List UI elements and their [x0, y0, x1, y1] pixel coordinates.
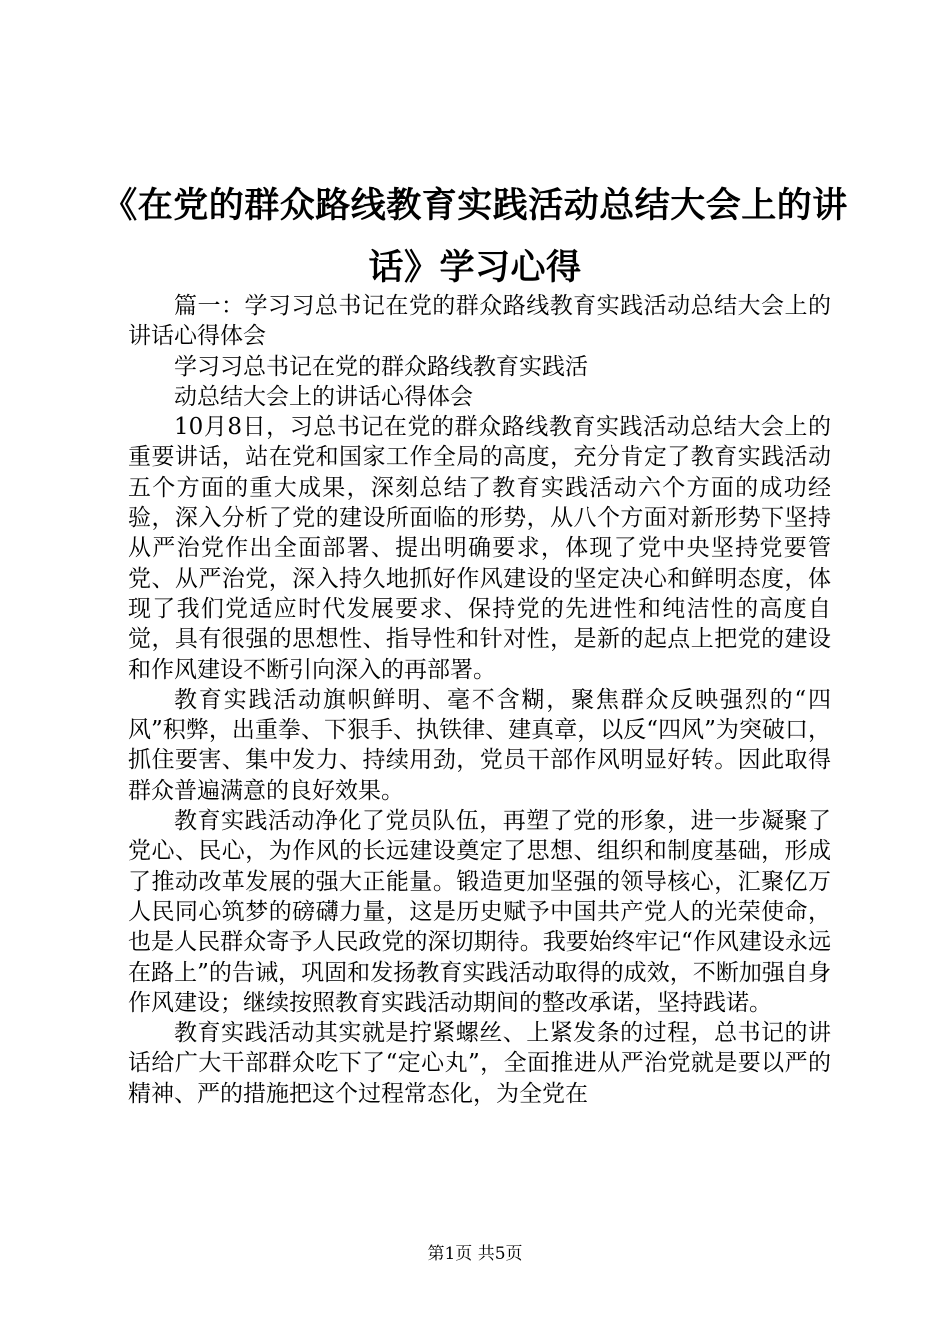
paragraph-section-heading: 篇一：学习习总书记在党的群众路线教育实践活动总结大会上的讲话心得体会 [128, 293, 831, 350]
paragraph-body: 教育实践活动净化了党员队伍，再塑了党的形象，进一步凝聚了党心、民心，为作风的长远建设奠定了思想、组织和制度基础，形成了推动改革发展的强大正能量。锻造更加坚强的领导核心，汇聚亿万人民同心筑梦的磅礴力量，这是历史赋予中国共产党人的光荣使命，也是人民群众寄予人民政党的深切期待。我要始终牢记“作风建设永远在路上”的告诫，巩固和发扬教育实践活动取得的成效，不断加强自身作风建设；继续按照教育实践活动期间的整改承诺，坚持践诺。 [128, 808, 831, 1016]
paragraph-body: 10月8日，习总书记在党的群众路线教育实践活动总结大会上的重要讲话，站在党和国家工作全局的高度，充分肯定了教育实践活动五个方面的重大成果，深刻总结了教育实践活动六个方面的成功经验，深入分析了党的建设所面临的形势，从八个方面对新形势下坚持从严治党作出全面部署、提出明确要求，体现了党中央坚持党要管党、从严治党，深入持久地抓好作风建设的坚定决心和鲜明态度，体现了我们党适应时代发展要求、保持党的先进性和纯洁性的高度自觉，具有很强的思想性、指导性和针对性，是新的起点上把党的建设和作风建设不断引向深入的再部署。 [128, 414, 831, 683]
paragraph-body: 教育实践活动其实就是拧紧螺丝、上紧发条的过程，总书记的讲话给广大干部群众吃下了“定心丸”，全面推进从严治党就是要以严的精神、严的措施把这个过程常态化，为全党在 [128, 1020, 831, 1107]
paragraph-subtitle-line-1: 学习习总书记在党的群众路线教育实践活 [174, 353, 588, 380]
document-title: 《在党的群众路线教育实践活动总结大会上的讲话》学习心得 [102, 186, 848, 288]
paragraph-body: 教育实践活动旗帜鲜明、毫不含糊，聚焦群众反映强烈的“四风”积弊，出重拳、下狠手、执铁律、建真章，以反“四风”为突破口，抓住要害、集中发力、持续用劲，党员干部作风明显好转。因此取得群众普遍满意的良好效果。 [128, 686, 831, 804]
paragraph-subtitle-line-2: 动总结大会上的讲话心得体会 [174, 383, 473, 410]
page-footer: 第1页 共5页 [427, 1244, 523, 1264]
document-body [128, 291, 831, 1109]
